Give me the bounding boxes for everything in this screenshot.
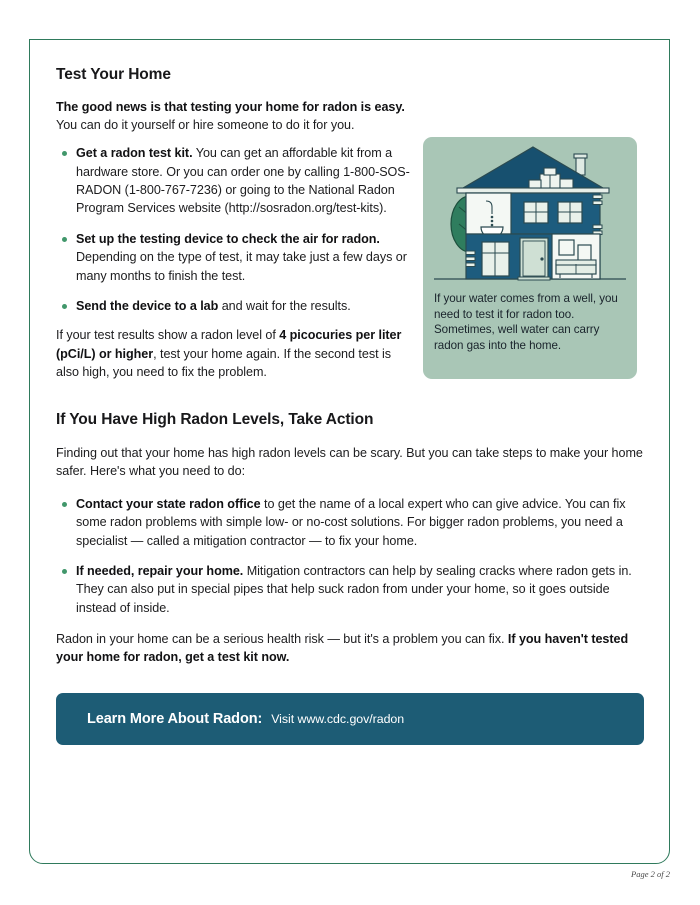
vent-pipes-left-icon xyxy=(466,251,475,267)
intro-paragraph-action: Finding out that your home has high radon levels can be scary. But you can take steps to make your home safer. Here's what you need to do: xyxy=(56,446,643,479)
intro-rest: You can do it yourself or hire someone to do it for you. xyxy=(56,117,355,132)
test-section-left-column xyxy=(56,66,412,381)
intro-paragraph-test xyxy=(56,98,412,135)
list-item xyxy=(56,562,644,617)
closing-paragraph-test xyxy=(56,326,412,381)
upper-window-left-icon xyxy=(524,202,548,223)
banner-visit-link[interactable]: Visit www.cdc.gov/radon xyxy=(271,711,405,726)
learn-more-banner[interactable] xyxy=(56,693,644,745)
bullet-lead: Contact your state radon office xyxy=(76,496,261,511)
well-water-callout xyxy=(423,137,637,379)
action-steps-list xyxy=(56,495,644,617)
bullet-lead: Send the device to a lab xyxy=(76,298,219,313)
intro-lead-bold: The good news is that testing your home for radon is easy. xyxy=(56,99,405,114)
list-item xyxy=(56,495,644,550)
upper-window-right-icon xyxy=(558,202,582,223)
bullet-lead: Set up the testing device to check the air for radon. xyxy=(76,231,380,246)
page-content xyxy=(56,66,644,745)
heading-test-your-home: Test Your Home xyxy=(56,66,171,83)
test-steps-list xyxy=(56,144,412,315)
two-story-house-with-well-water-illustration xyxy=(430,141,630,287)
bullet-rest: You can get an affordable kit from a hardware store. Or you can order one by calling 1-800-SOS-RADON (1-800-767-7236) or going to the National Radon Program Services website (http://sosradon.org/test-kits). xyxy=(76,146,410,216)
closing-part2: , test your home again. If the second test is also high, you need to fix the problem. xyxy=(56,346,391,380)
closing-bold: 4 picocuries per liter (pCi/L) or higher xyxy=(56,328,402,361)
closing-paragraph-action xyxy=(56,630,644,667)
bullet-rest: and wait for the results. xyxy=(218,298,351,313)
bullet-rest: Depending on the type of test, it may take just a few days or many months to finish the test. xyxy=(76,250,407,283)
list-item xyxy=(56,297,412,315)
banner-title: Learn More About Radon: xyxy=(87,710,263,727)
lower-window-icon xyxy=(482,242,509,276)
section-test-your-home xyxy=(56,66,644,381)
bullet-rest: Mitigation contractors can help by sealing cracks where radon gets in. They can also put in special pipes that help suck radon from under your home, so it goes outside instead of inside. xyxy=(76,563,632,615)
front-door-icon xyxy=(520,238,548,279)
section-take-action xyxy=(56,411,644,666)
bullet-lead: If needed, repair your home. xyxy=(76,563,244,578)
closing-part1: If your test results show a radon level of xyxy=(56,328,280,343)
closing-bold: If you haven't tested your home for radon, get a test kit now. xyxy=(56,632,629,665)
heading-take-action: If You Have High Radon Levels, Take Action xyxy=(56,411,374,429)
page-footer: Page 2 of 2 xyxy=(631,869,670,879)
bullet-lead: Get a radon test kit. xyxy=(76,146,193,161)
closing-part1: Radon in your home can be a serious health risk — but it's a problem you can fix. xyxy=(56,632,508,647)
bullet-rest: to get the name of a local expert who can give advice. You can fix some radon problems with simple low- or no-cost solutions. For bigger radon problems, you need a specialist — called a mitigation contractor — to fix your home. xyxy=(76,496,626,548)
callout-caption-text: If your water comes from a well, you need to test it for radon too. Sometimes, well water can carry radon gas into the home. xyxy=(434,292,618,352)
list-item xyxy=(56,230,412,285)
list-item xyxy=(56,144,412,218)
